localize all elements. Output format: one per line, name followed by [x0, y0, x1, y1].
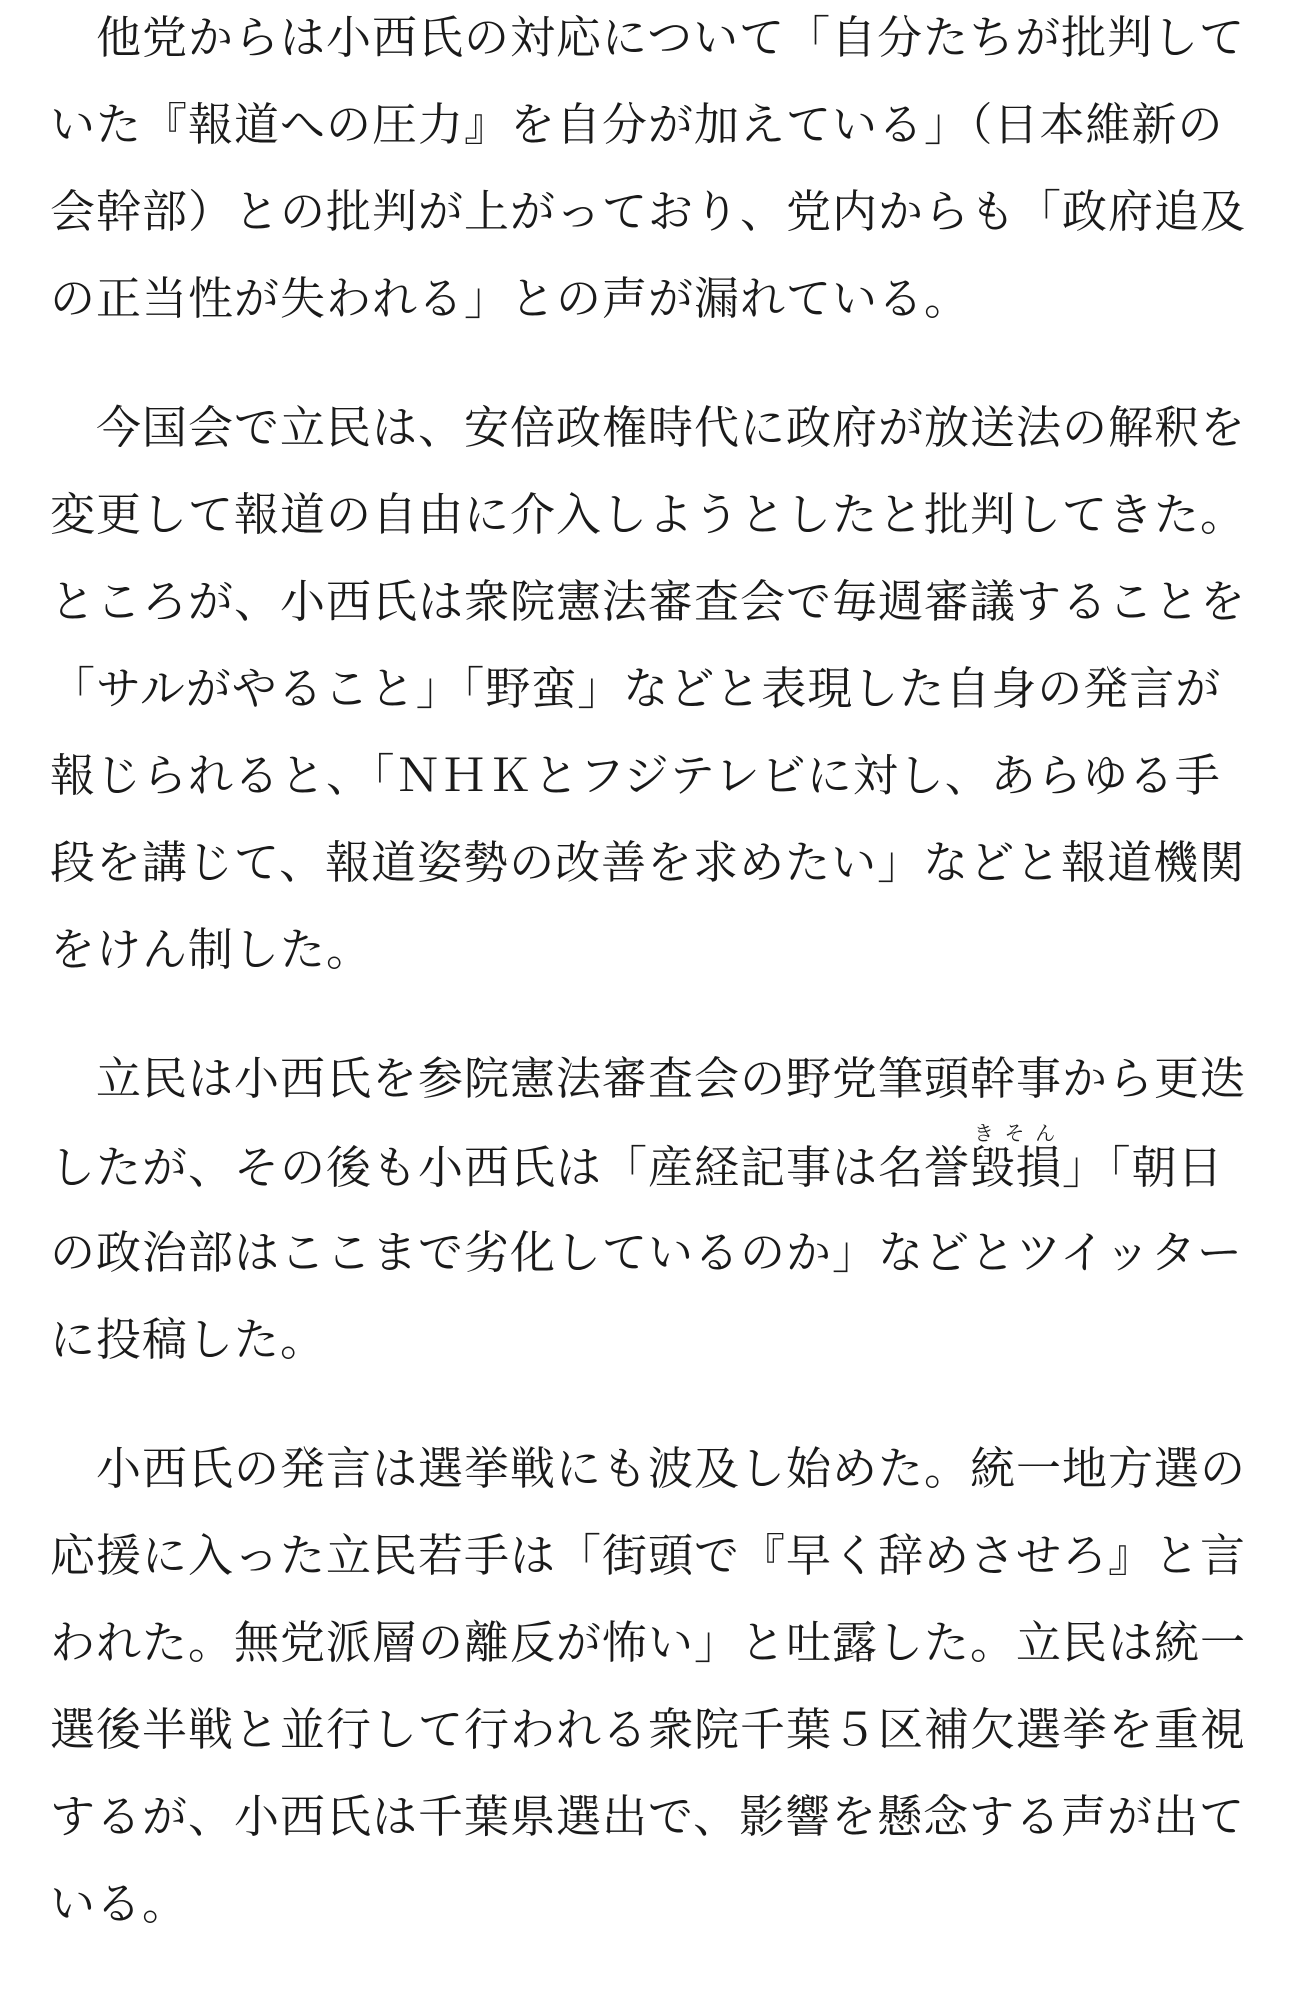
text-line: の政治部はここまで劣化しているのか」などとツイッター	[50, 1226, 1243, 1279]
paragraph-2	[50, 384, 1250, 993]
text-line: 段を講じて、報道姿勢の改善を求めたい」などと報道機関	[50, 836, 1246, 889]
ruby-base: 毀損	[970, 1141, 1063, 1194]
text-line-with-ruby	[50, 1122, 1250, 1209]
paragraph-1	[50, 0, 1250, 342]
text-line: いた『報道への圧力』を自分が加えている」（日本維新の	[50, 98, 1224, 151]
text-line: 変更して報道の自由に介入しようとしたと批判してきた。	[50, 488, 1247, 541]
text-line: 立民は小西氏を参院憲法審査会の野党筆頭幹事から更迭	[50, 1052, 1247, 1105]
text-line: われた。無党派層の離反が怖い」と吐露した。立民は統一	[50, 1616, 1247, 1669]
text-segment: 」「朝日	[1062, 1141, 1224, 1194]
paragraph-4	[50, 1425, 1250, 1947]
text-line: するが、小西氏は千葉県選出で、影響を懸念する声が出て	[50, 1790, 1246, 1843]
text-line: 報じられると、「ＮＨＫとフジテレビに対し、あらゆる手	[50, 749, 1221, 802]
text-line: 他党からは小西氏の対応について「自分たちが批判して	[50, 11, 1246, 64]
text-line: いる。	[50, 1877, 189, 1930]
paragraph-3	[50, 1035, 1250, 1383]
text-line: 「サルがやること」「野蛮」などと表現した自身の発言が	[50, 662, 1222, 715]
ruby-annotation	[970, 1121, 1063, 1194]
text-segment: したが、その後も小西氏は「産経記事は名誉	[50, 1141, 971, 1194]
text-line: ところが、小西氏は衆院憲法審査会で毎週審議することを	[50, 575, 1247, 628]
text-line: の正当性が失われる」との声が漏れている。	[50, 272, 971, 325]
text-line: 応援に入った立民若手は「街頭で『早く辞めさせろ』と言	[50, 1529, 1247, 1582]
text-line: 今国会で立民は、安倍政権時代に政府が放送法の解釈を	[50, 401, 1247, 454]
ruby-reading: きそん	[970, 1121, 1063, 1145]
text-line: をけん制した。	[50, 923, 373, 976]
text-line: 選後半戦と並行して行われる衆院千葉５区補欠選挙を重視	[50, 1703, 1247, 1756]
text-line: 会幹部）との批判が上がっており、党内からも「政府追及	[50, 185, 1247, 238]
article-body	[50, 0, 1250, 1989]
text-line: に投稿した。	[50, 1313, 327, 1366]
text-line: 小西氏の発言は選挙戦にも波及し始めた。統一地方選の	[50, 1442, 1247, 1495]
